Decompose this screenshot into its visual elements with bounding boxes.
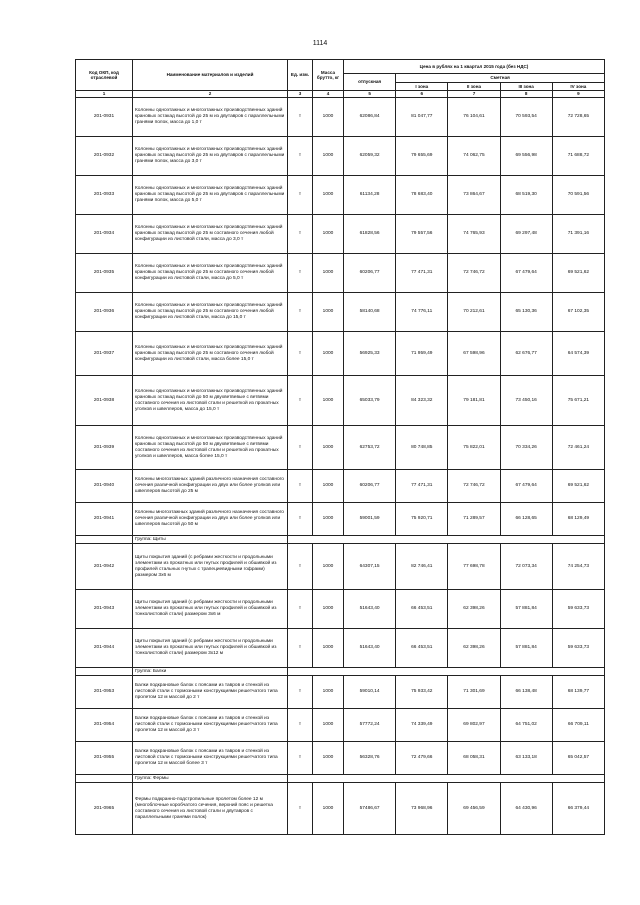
cell-code: 201-0936 [76,293,133,332]
cell-zone-3-price: 67 479,64 [500,470,552,503]
header-zone-4: IV зона [552,82,604,91]
col-num: 9 [552,91,604,98]
cell-zone-1-price: 75 933,42 [396,676,448,709]
cell-zone-4-price: 65 042,57 [552,742,604,775]
cell-zone-1-price: 72 479,66 [396,742,448,775]
group-label: Группа: Фермы [133,775,288,783]
table-row [76,293,605,332]
cell-zone-3-price: 67 479,64 [500,254,552,293]
cell-zone-3-price: 69 556,98 [500,137,552,176]
header-release: отпускная [344,74,396,91]
cell-zone-3-price: 70 334,26 [500,426,552,470]
cell-code: 201-0932 [76,137,133,176]
cell-zone-4-price: 71 688,72 [552,137,604,176]
cell-name: Колонны одноэтажных и многоэтажных производственных зданий крановых эстакад высотой до 25 м из двутавров с параллельными гранями полок, масса до 3,0 т [133,137,288,176]
cell-zone-4-price: 66 379,44 [552,783,604,835]
cell-mass: 1000 [313,590,344,629]
cell-mass: 1000 [313,137,344,176]
cell-unit: т [288,176,313,215]
cell-unit: т [288,709,313,742]
cell-mass: 1000 [313,470,344,503]
cell-unit: т [288,544,313,590]
cell-zone-2-price: 62 398,26 [448,590,500,629]
group-filler [288,536,605,544]
cell-name: Балки подкрановые балок с поясами из тавров и стенкой из листовой стали с тормозными конструкциями решетчатого типа пролетом 12 м массой до 2 т [133,676,288,709]
cell-release-price: 56925,33 [344,332,396,376]
cell-zone-4-price: 69 521,62 [552,254,604,293]
cell-zone-2-price: 74 765,93 [448,215,500,254]
cell-name: Колонны одноэтажных и многоэтажных производственных зданий крановых эстакад высотой до 25 м составного сечения любой конфигурации из листовой стали, масса до 15,0 т [133,293,288,332]
cell-release-price: 59001,59 [344,503,396,536]
cell-mass: 1000 [313,783,344,835]
cell-unit: т [288,254,313,293]
cell-zone-1-price: 66 453,51 [396,629,448,668]
cell-name: Колонны многоэтажных зданий различного назначения составного сечения различной конфигурации из двух или более уголков или швеллеров высотой до 25 м [133,470,288,503]
cell-zone-4-price: 72 728,65 [552,98,604,137]
cell-name: Колонны многоэтажных зданий различного назначения составного сечения различной конфигурации из двух или более уголков или швеллеров высотой до 50 м [133,503,288,536]
cell-unit: т [288,503,313,536]
col-num: 1 [76,91,133,98]
cell-name: Колонны одноэтажных и многоэтажных производственных зданий крановых эстакад высотой до 25 м из двутавров с параллельными гранями полок, масса до 5,0 т [133,176,288,215]
cell-name: Щиты покрытия зданий (с ребрами жесткости и продольными элементами из прокатных или гнутых профилей и обшивкой из тонколистовой стали) размером 3х6 м [133,590,288,629]
cell-zone-2-price: 68 058,31 [448,742,500,775]
cell-code: 201-0939 [76,426,133,470]
table-row [76,742,605,775]
cell-unit: т [288,676,313,709]
table-row [76,137,605,176]
table-row [76,590,605,629]
cell-zone-4-price: 64 574,39 [552,332,604,376]
cell-zone-2-price: 72 746,72 [448,470,500,503]
table-row [76,544,605,590]
cell-mass: 1000 [313,544,344,590]
cell-zone-3-price: 64 751,02 [500,709,552,742]
cell-mass: 1000 [313,254,344,293]
cell-code: 201-0937 [76,332,133,376]
cell-zone-3-price: 63 133,18 [500,742,552,775]
cell-mass: 1000 [313,98,344,137]
cell-unit: т [288,293,313,332]
cell-zone-1-price: 73 968,96 [396,783,448,835]
table-row [76,426,605,470]
cell-zone-4-price: 59 633,73 [552,629,604,668]
cell-name: Фермы подкранно-подстропильные пролетом более 12 м (многоблочные коробчатого сечения, верхний пояс и решетка составного сечения из листовой стали и двутавров с параллельными гранями полок) [133,783,288,835]
page-number: 1114 [312,40,328,47]
cell-zone-1-price: 74 339,49 [396,709,448,742]
cell-mass: 1000 [313,176,344,215]
cell-name: Балки подкрановые балок с поясами из тавров и стенкой из листовой стали с тормозными конструкциями решетчатого типа пролетом 12 м массой до 3 т [133,709,288,742]
header-estimate: Сметная [396,74,605,83]
cell-code: 201-0942 [76,544,133,590]
cell-name: Колонны одноэтажных и многоэтажных производственных зданий крановых эстакад высотой до 25 м из двутавров с параллельными гранями полок, масса до 1,0 т [133,98,288,137]
cell-mass: 1000 [313,426,344,470]
header-zone-1: I зона [396,82,448,91]
cell-zone-4-price: 70 591,56 [552,176,604,215]
group-filler [288,668,605,676]
cell-mass: 1000 [313,215,344,254]
cell-zone-3-price: 70 593,54 [500,98,552,137]
cell-code: 201-0934 [76,215,133,254]
cell-zone-3-price: 65 130,36 [500,293,552,332]
group-label: Группа: Щиты [133,536,288,544]
cell-release-price: 65033,79 [344,376,396,426]
cell-release-price: 57486,67 [344,783,396,835]
cell-name: Колонны одноэтажных и многоэтажных производственных зданий крановых эстакад высотой до 25 м составного сечения любой конфигурации из листовой стали, масса более 15,0 т [133,332,288,376]
cell-release-price: 60206,77 [344,470,396,503]
cell-zone-3-price: 62 676,77 [500,332,552,376]
cell-zone-3-price: 57 881,84 [500,629,552,668]
table-row [76,629,605,668]
group-row [76,775,605,783]
cell-unit: т [288,215,313,254]
cell-zone-2-price: 62 398,26 [448,629,500,668]
table-row [76,503,605,536]
col-num: 8 [500,91,552,98]
cell-name: Щиты покрытия зданий (с ребрами жесткости и продольными элементами из прокатных или гнутых профилей и обшивкой из тонколистовой стали) размером 3х12 м [133,629,288,668]
cell-zone-3-price: 66 138,48 [500,676,552,709]
cell-release-price: 64307,15 [344,544,396,590]
cell-release-price: 56328,76 [344,742,396,775]
cell-zone-2-price: 74 062,75 [448,137,500,176]
column-numbers-row [76,91,605,98]
cell-unit: т [288,98,313,137]
cell-zone-1-price: 82 746,41 [396,544,448,590]
header-zone-2: II зона [448,82,500,91]
cell-code: 201-0965 [76,783,133,835]
cell-zone-2-price: 77 698,78 [448,544,500,590]
cell-release-price: 57772,24 [344,709,396,742]
cell-code: 201-0953 [76,676,133,709]
cell-zone-1-price: 77 471,31 [396,254,448,293]
cell-zone-3-price: 57 881,84 [500,590,552,629]
cell-zone-3-price: 73 450,16 [500,376,552,426]
cell-mass: 1000 [313,629,344,668]
cell-zone-2-price: 71 289,57 [448,503,500,536]
group-row [76,668,605,676]
cell-unit: т [288,783,313,835]
cell-zone-3-price: 64 430,96 [500,783,552,835]
cell-mass: 1000 [313,676,344,709]
cell-zone-1-price: 81 047,77 [396,98,448,137]
cell-zone-4-price: 68 139,77 [552,676,604,709]
cell-zone-4-price: 71 391,16 [552,215,604,254]
table-row [76,783,605,835]
cell-unit: т [288,137,313,176]
cell-zone-1-price: 78 683,40 [396,176,448,215]
table-row [76,376,605,426]
cell-mass: 1000 [313,332,344,376]
cell-name: Щиты покрытия зданий (с ребрами жесткости и продольными элементами из прокатных или гнутых профилей и обшивкой из профилей стальных гнутых с трапециевидными гофрами) размером 3х6 м [133,544,288,590]
cell-zone-1-price: 77 471,31 [396,470,448,503]
cell-zone-4-price: 67 102,35 [552,293,604,332]
cell-zone-1-price: 84 323,32 [396,376,448,426]
cell-name: Колонны одноэтажных и многоэтажных производственных зданий крановых эстакад высотой до 25 м составного сечения любой конфигурации из листовой стали, масса до 3,0 т [133,215,288,254]
cell-mass: 1000 [313,293,344,332]
cell-release-price: 51643,40 [344,629,396,668]
group-code-cell [76,668,133,676]
cell-code: 201-0935 [76,254,133,293]
cell-release-price: 62059,32 [344,137,396,176]
cell-zone-3-price: 69 297,48 [500,215,552,254]
cell-release-price: 62086,84 [344,98,396,137]
table-row [76,332,605,376]
cell-release-price: 51643,40 [344,590,396,629]
cell-name: Колонны одноэтажных и многоэтажных производственных зданий крановых эстакад высотой до 50 м двухветвевые с ветвями составного сечения из листовой стали и решеткой из прокатных уголков и швеллеров, масса более 15,0 т [133,426,288,470]
cell-code: 201-0931 [76,98,133,137]
col-num: 3 [288,91,313,98]
cell-code: 201-0955 [76,742,133,775]
group-code-cell [76,536,133,544]
cell-zone-1-price: 66 453,51 [396,590,448,629]
header-mass: Масса брутто, кг [313,60,344,91]
cell-zone-4-price: 66 709,11 [552,709,604,742]
cell-name: Колонны одноэтажных и многоэтажных производственных зданий крановых эстакад высотой до 25 м составного сечения любой конфигурации из листовой стали, масса до 5,0 т [133,254,288,293]
group-code-cell [76,775,133,783]
cell-zone-1-price: 79 557,56 [396,215,448,254]
cell-unit: т [288,470,313,503]
cell-zone-4-price: 69 521,62 [552,470,604,503]
col-num: 7 [448,91,500,98]
header-name: Наименование материалов и изделий [133,60,288,91]
table-row [76,254,605,293]
header-zone-3: III зона [500,82,552,91]
cell-zone-2-price: 71 301,69 [448,676,500,709]
cell-zone-2-price: 70 212,61 [448,293,500,332]
cell-zone-2-price: 69 802,97 [448,709,500,742]
cell-name: Балки подкрановые балок с поясами из тавров и стенкой из листовой стали с тормозными конструкциями решетчатого типа пролетом 12 м массой более 3 т [133,742,288,775]
cell-zone-4-price: 74 254,73 [552,544,604,590]
group-label: Группа: Балки [133,668,288,676]
cell-zone-1-price: 79 655,69 [396,137,448,176]
cell-zone-2-price: 67 598,96 [448,332,500,376]
cell-zone-1-price: 74 776,11 [396,293,448,332]
cell-zone-1-price: 71 959,49 [396,332,448,376]
table-row [76,676,605,709]
cell-zone-1-price: 80 748,85 [396,426,448,470]
cell-unit: т [288,742,313,775]
col-num: 4 [313,91,344,98]
cell-release-price: 62753,72 [344,426,396,470]
cell-name: Колонны одноэтажных и многоэтажных производственных зданий крановых эстакад высотой до 50 м двухветвевые с ветвями составного сечения из листовой стали и решеткой из прокатных уголков и швеллеров, масса до 15,0 т [133,376,288,426]
cell-release-price: 61134,28 [344,176,396,215]
group-filler [288,775,605,783]
price-table [75,59,605,835]
table-row [76,176,605,215]
cell-code: 201-0933 [76,176,133,215]
cell-code: 201-0944 [76,629,133,668]
cell-zone-2-price: 76 104,61 [448,98,500,137]
cell-zone-2-price: 69 456,59 [448,783,500,835]
col-num: 6 [396,91,448,98]
cell-unit: т [288,590,313,629]
group-row [76,536,605,544]
cell-unit: т [288,376,313,426]
cell-zone-4-price: 59 633,73 [552,590,604,629]
cell-code: 201-0943 [76,590,133,629]
cell-zone-2-price: 72 746,72 [448,254,500,293]
col-num: 2 [133,91,288,98]
cell-unit: т [288,426,313,470]
cell-zone-2-price: 75 822,01 [448,426,500,470]
col-num: 5 [344,91,396,98]
cell-zone-4-price: 68 129,49 [552,503,604,536]
cell-release-price: 58140,68 [344,293,396,332]
cell-unit: т [288,629,313,668]
cell-zone-3-price: 68 519,30 [500,176,552,215]
cell-mass: 1000 [313,742,344,775]
cell-unit: т [288,332,313,376]
cell-zone-4-price: 75 671,21 [552,376,604,426]
cell-release-price: 60206,77 [344,254,396,293]
cell-release-price: 59010,14 [344,676,396,709]
cell-mass: 1000 [313,503,344,536]
cell-release-price: 61828,56 [344,215,396,254]
table-row [76,98,605,137]
cell-zone-4-price: 72 461,24 [552,426,604,470]
header-code: Код ОКП, код отраслевой [76,60,133,91]
cell-mass: 1000 [313,376,344,426]
table-body [76,98,605,835]
cell-code: 201-0954 [76,709,133,742]
header-unit: Ед. изм. [288,60,313,91]
cell-code: 201-0941 [76,503,133,536]
cell-zone-2-price: 79 181,81 [448,376,500,426]
table-row [76,709,605,742]
cell-mass: 1000 [313,709,344,742]
header-price-title: Цена в рублях на 1 квартал 2015 года (без НДС) [344,60,605,74]
cell-code: 201-0940 [76,470,133,503]
table-row [76,215,605,254]
cell-zone-2-price: 73 864,67 [448,176,500,215]
cell-code: 201-0938 [76,376,133,426]
cell-zone-3-price: 66 128,65 [500,503,552,536]
cell-zone-1-price: 75 920,71 [396,503,448,536]
table-row [76,470,605,503]
cell-zone-3-price: 72 073,34 [500,544,552,590]
